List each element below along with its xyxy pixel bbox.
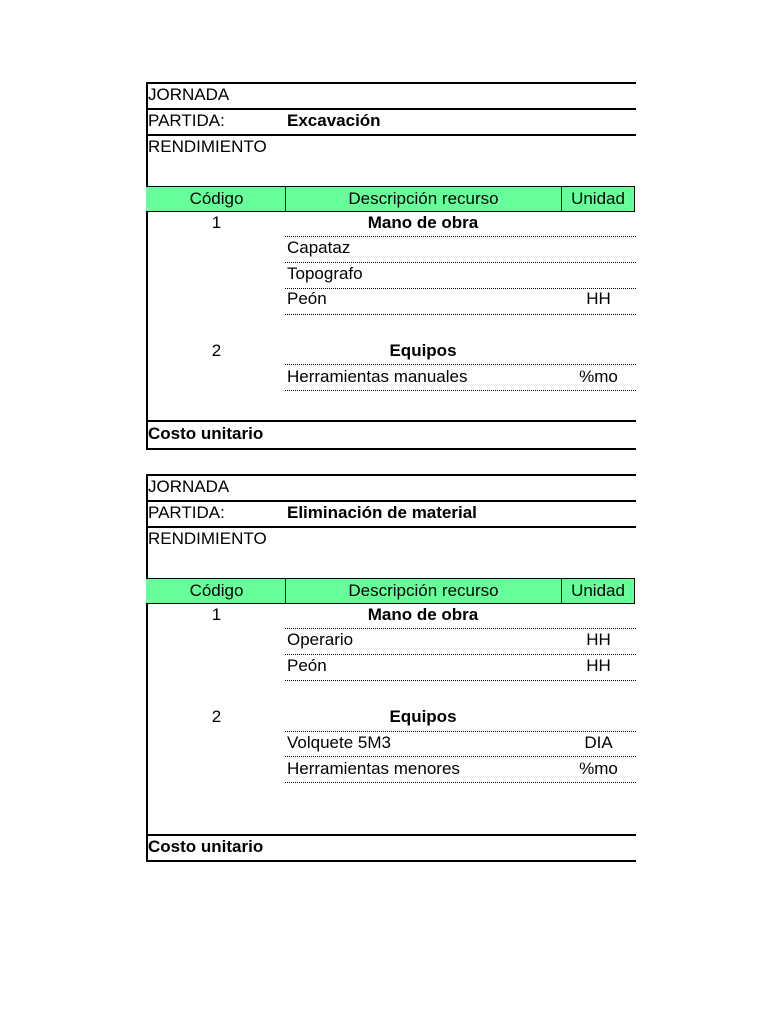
partida-value: Eliminación de material (287, 503, 477, 522)
jornada-label: JORNADA (148, 85, 230, 104)
header-unidad: Unidad (571, 581, 625, 600)
group-codigo: 2 (211, 707, 222, 726)
group-title: Mano de obra (367, 605, 479, 624)
header-descripcion: Descripción recurso (348, 189, 499, 208)
group-title: Equipos (389, 341, 457, 360)
resource-unit: HH (586, 656, 611, 675)
costo-unitario-label: Costo unitario (148, 837, 264, 856)
group-codigo: 1 (211, 605, 222, 624)
group-title: Equipos (389, 707, 457, 726)
rendimiento-label: RENDIMIENTO (148, 529, 267, 548)
group-title: Mano de obra (367, 213, 479, 232)
cost-analysis-block-eliminacion (146, 474, 636, 862)
resource-desc: Peón (287, 656, 327, 675)
resource-unit: %mo (579, 367, 618, 386)
resource-desc: Herramientas manuales (287, 367, 468, 386)
header-unidad: Unidad (571, 189, 625, 208)
resource-unit: HH (586, 289, 611, 308)
resource-desc: Herramientas menores (287, 759, 460, 778)
header-codigo: Código (189, 189, 244, 208)
header-descripcion: Descripción recurso (348, 581, 499, 600)
partida-label: PARTIDA: (148, 111, 225, 130)
costo-unitario-label: Costo unitario (148, 424, 264, 443)
resource-desc: Operario (287, 630, 354, 649)
divider (146, 860, 636, 862)
resource-unit: DIA (584, 733, 613, 752)
divider (146, 420, 636, 422)
row-divider (285, 390, 636, 391)
row-divider (285, 314, 636, 315)
group-codigo: 2 (211, 341, 222, 360)
resource-unit: %mo (579, 759, 618, 778)
group-codigo: 1 (211, 213, 222, 232)
row-divider (285, 364, 636, 365)
resource-table-header (146, 186, 635, 212)
resource-desc: Capataz (287, 238, 351, 257)
row-divider (285, 782, 636, 783)
row-divider (285, 756, 636, 757)
cost-analysis-block-excavacion (146, 82, 636, 450)
resource-desc: Volquete 5M3 (287, 733, 391, 752)
header-codigo: Código (189, 581, 244, 600)
row-divider (285, 680, 636, 681)
resource-desc: Peón (287, 289, 327, 308)
jornada-label: JORNADA (148, 477, 230, 496)
divider (146, 448, 636, 450)
rendimiento-label: RENDIMIENTO (148, 137, 267, 156)
partida-value: Excavación (287, 111, 381, 130)
partida-label: PARTIDA: (148, 503, 225, 522)
resource-desc: Topografo (287, 264, 363, 283)
resource-unit: HH (586, 630, 611, 649)
resource-table-header (146, 578, 635, 604)
